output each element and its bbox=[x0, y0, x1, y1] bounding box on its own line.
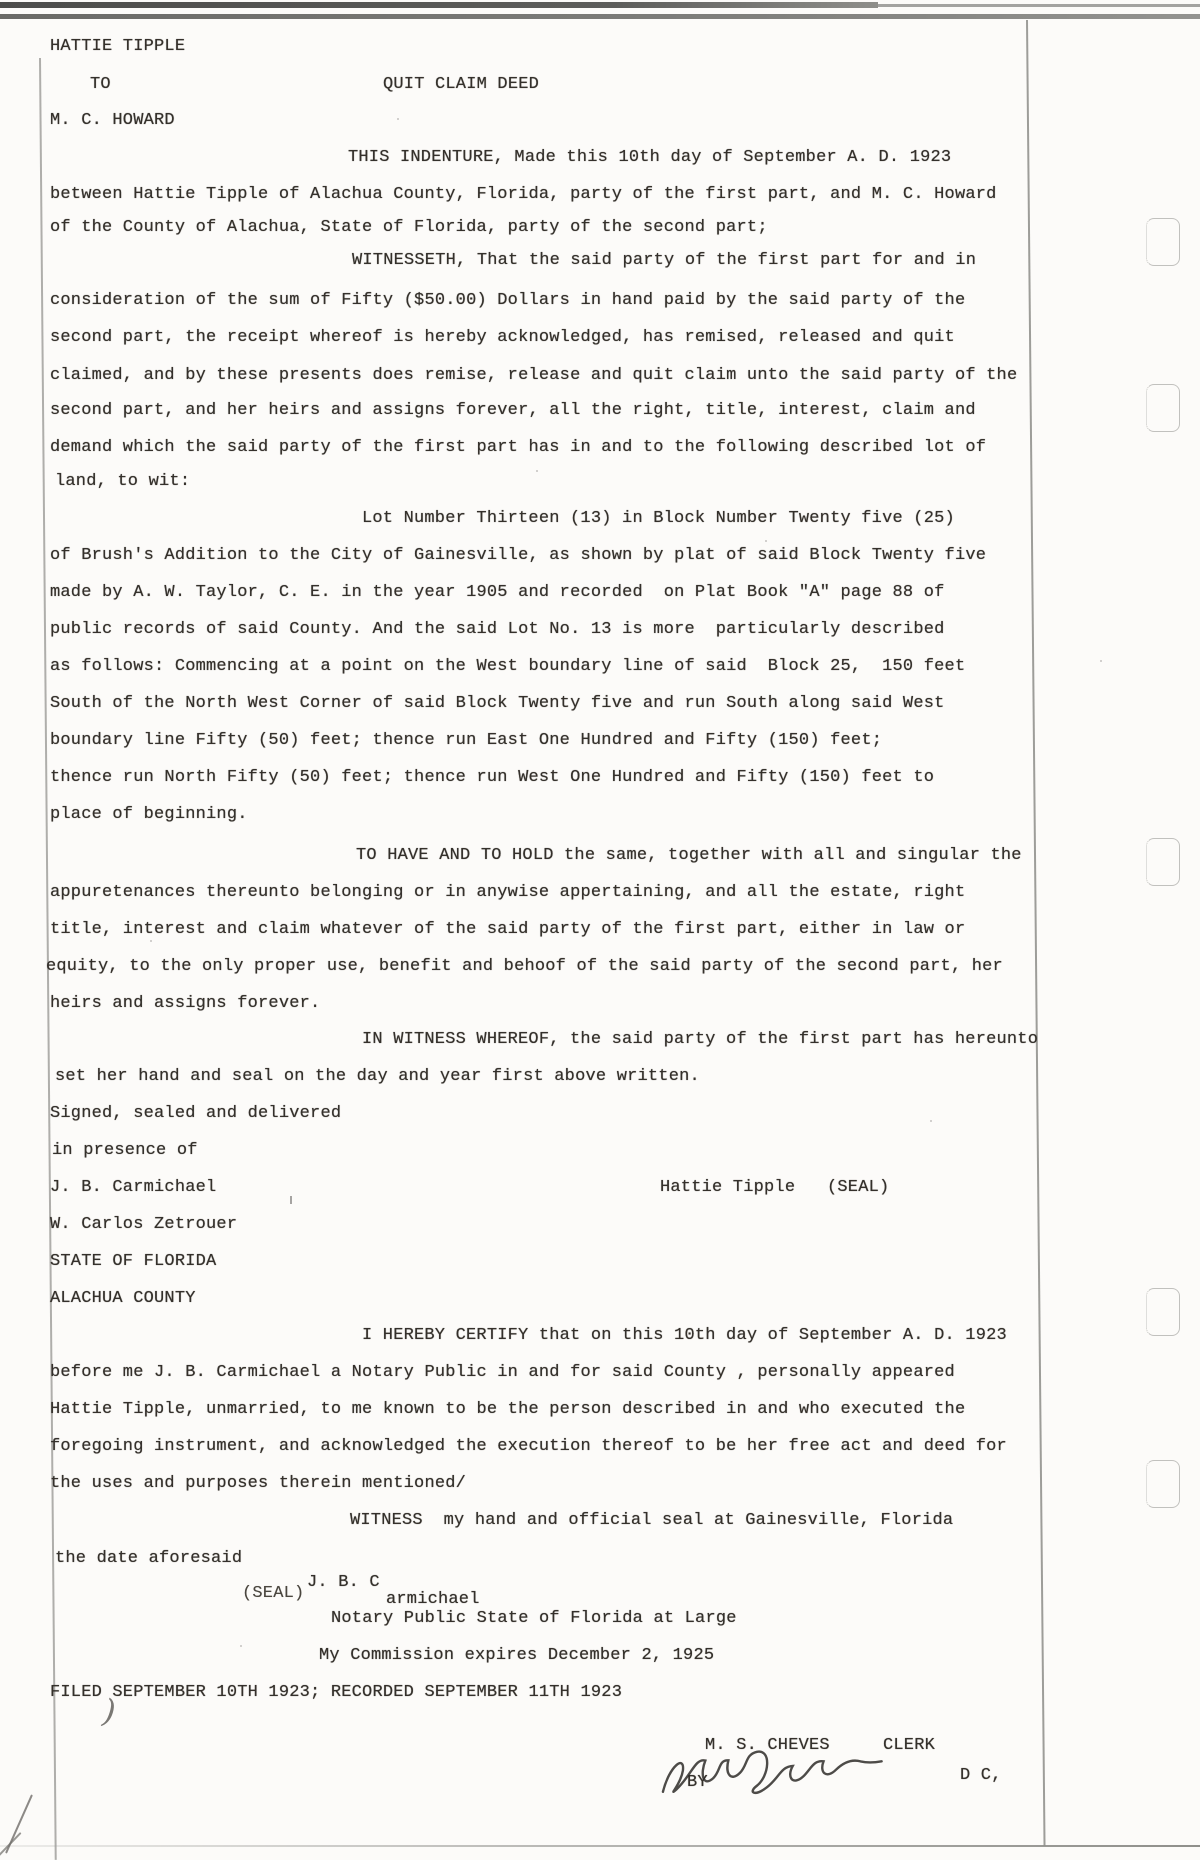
punch-mark bbox=[1146, 218, 1180, 266]
punch-mark bbox=[1146, 1288, 1180, 1336]
deputy-clerk-signature bbox=[657, 1734, 890, 1808]
witness-seal-line: WITNESS my hand and official seal at Gainesville, Florida bbox=[350, 1511, 954, 1530]
date-aforesaid-line: the date aforesaid bbox=[55, 1549, 243, 1568]
acknowledgment-line: the uses and purposes therein mentioned/ bbox=[50, 1474, 467, 1493]
legal-description-line: boundary line Fifty (50) feet; thence run East One Hundred and Fifty (150) feet; bbox=[50, 731, 883, 750]
binding-edge-second bbox=[0, 14, 1200, 19]
pen-mark-paren: ) bbox=[101, 1691, 118, 1731]
presence-line: in presence of bbox=[52, 1141, 198, 1160]
deed-body-line: demand which the said party of the first part has in and to the following described lot of bbox=[50, 438, 987, 457]
scan-speckle bbox=[240, 1645, 242, 1647]
legal-description-line: public records of said County. And the said Lot No. 13 is more particularly described bbox=[50, 620, 945, 639]
scan-speckle bbox=[930, 1120, 932, 1122]
deed-body-line: second part, and her heirs and assigns forever, all the right, title, interest, claim and bbox=[50, 401, 976, 420]
scan-speckle bbox=[150, 940, 152, 942]
acknowledgment-line: before me J. B. Carmichael a Notary Public in and for said County , personally appeared bbox=[50, 1363, 955, 1382]
scan-speckle bbox=[397, 118, 399, 120]
right-margin-rule bbox=[1026, 20, 1046, 1846]
deed-title: QUIT CLAIM DEED bbox=[383, 75, 540, 94]
witness2-name: W. Carlos Zetrouer bbox=[50, 1215, 238, 1234]
legal-description-line: of Brush's Addition to the City of Gainesville, as shown by plat of said Block Twenty five bbox=[50, 546, 987, 565]
notary-signature-first: J. B. C bbox=[307, 1573, 380, 1592]
state-caption: STATE OF FLORIDA bbox=[50, 1252, 217, 1271]
scan-speckle bbox=[1100, 660, 1102, 662]
deed-body-line: of the County of Alachua, State of Florida, party of the second part; bbox=[50, 218, 768, 237]
scan-speckle bbox=[536, 470, 538, 472]
witnesseth-line: WITNESSETH, That the said party of the first part for and in bbox=[352, 251, 977, 270]
deed-body-line: between Hattie Tipple of Alachua County, Florida, party of the first part, and M. C. Howard bbox=[50, 185, 997, 204]
legal-description-line: Lot Number Thirteen (13) in Block Number Twenty five (25) bbox=[362, 509, 955, 528]
signed-sealed-line: Signed, sealed and delivered bbox=[50, 1104, 342, 1123]
clerk-name: M. S. CHEVES bbox=[705, 1736, 830, 1755]
acknowledgment-line: Hattie Tipple, unmarried, to me known to be the person described in and who executed the bbox=[50, 1400, 966, 1419]
scan-speckle bbox=[765, 540, 767, 542]
deputy-clerk-initials: D C, bbox=[960, 1766, 1002, 1785]
habendum-line: TO HAVE AND TO HOLD the same, together with all and singular the bbox=[356, 846, 1022, 865]
filed-recorded-line: FILED SEPTEMBER 10TH 1923; RECORDED SEPTEMBER 11TH 1923 bbox=[50, 1683, 623, 1702]
page-bottom-edge bbox=[0, 1845, 1200, 1847]
grantor-name: HATTIE TIPPLE bbox=[50, 37, 186, 56]
deed-body-line: claimed, and by these presents does remise, release and quit claim unto the said party of the bbox=[50, 366, 1018, 385]
acknowledgment-line: foregoing instrument, and acknowledged the execution thereof to be her free act and deed for bbox=[50, 1437, 1007, 1456]
notary-seal-label: (SEAL) bbox=[242, 1584, 305, 1603]
deed-body-line: second part, the receipt whereof is hereby acknowledged, has remised, released and quit bbox=[50, 328, 955, 347]
county-caption: ALACHUA COUNTY bbox=[50, 1289, 196, 1308]
deed-body-line: appuretenances thereunto belonging or in anywise appertaining, and all the estate, right bbox=[50, 883, 966, 902]
grantee-name: M. C. HOWARD bbox=[50, 111, 175, 130]
notary-title-line: Notary Public State of Florida at Large bbox=[331, 1609, 737, 1628]
binding-edge-top-dark bbox=[0, 2, 878, 8]
stray-pen-tick bbox=[290, 1196, 292, 1204]
by-label: BY bbox=[687, 1773, 708, 1792]
punch-mark bbox=[1146, 838, 1180, 886]
legal-description-line: thence run North Fifty (50) feet; thence run West One Hundred and Fifty (150) feet to bbox=[50, 768, 935, 787]
deed-body-line: set her hand and seal on the day and year first above written. bbox=[55, 1067, 700, 1086]
binding-edge-top-light bbox=[878, 4, 1200, 7]
clerk-label: CLERK bbox=[883, 1736, 936, 1755]
commission-line: My Commission expires December 2, 1925 bbox=[319, 1646, 715, 1665]
deed-body-line: equity, to the only proper use, benefit and behoof of the said party of the second part, her bbox=[46, 957, 1003, 976]
deed-body-line: land, to wit: bbox=[55, 472, 191, 491]
legal-description-line: South of the North West Corner of said Block Twenty five and run South along said West bbox=[50, 694, 945, 713]
notary-signature-rest: armichael bbox=[386, 1590, 480, 1609]
to-connector: TO bbox=[90, 75, 111, 94]
witness1-name: J. B. Carmichael bbox=[50, 1178, 217, 1197]
deed-body-line: consideration of the sum of Fifty ($50.00) Dollars in hand paid by the said party of the bbox=[50, 291, 966, 310]
legal-description-line: place of beginning. bbox=[50, 805, 248, 824]
deed-body-line: heirs and assigns forever. bbox=[50, 994, 321, 1013]
legal-description-line: made by A. W. Taylor, C. E. in the year 1905 and recorded on Plat Book "A" page 88 of bbox=[50, 583, 945, 602]
signer-name: Hattie Tipple bbox=[660, 1178, 796, 1197]
indenture-opening-line: THIS INDENTURE, Made this 10th day of September A. D. 1923 bbox=[348, 148, 952, 167]
certify-line: I HEREBY CERTIFY that on this 10th day of September A. D. 1923 bbox=[362, 1326, 1007, 1345]
deed-body-line: title, interest and claim whatever of the said party of the first part, either in law or bbox=[50, 920, 966, 939]
legal-description-line: as follows: Commencing at a point on the West boundary line of said Block 25, 150 feet bbox=[50, 657, 966, 676]
punch-mark bbox=[1146, 384, 1180, 432]
seal-label: (SEAL) bbox=[827, 1178, 890, 1197]
punch-mark bbox=[1146, 1460, 1180, 1508]
in-witness-line: IN WITNESS WHEREOF, the said party of the first part has hereunto bbox=[362, 1030, 1039, 1049]
